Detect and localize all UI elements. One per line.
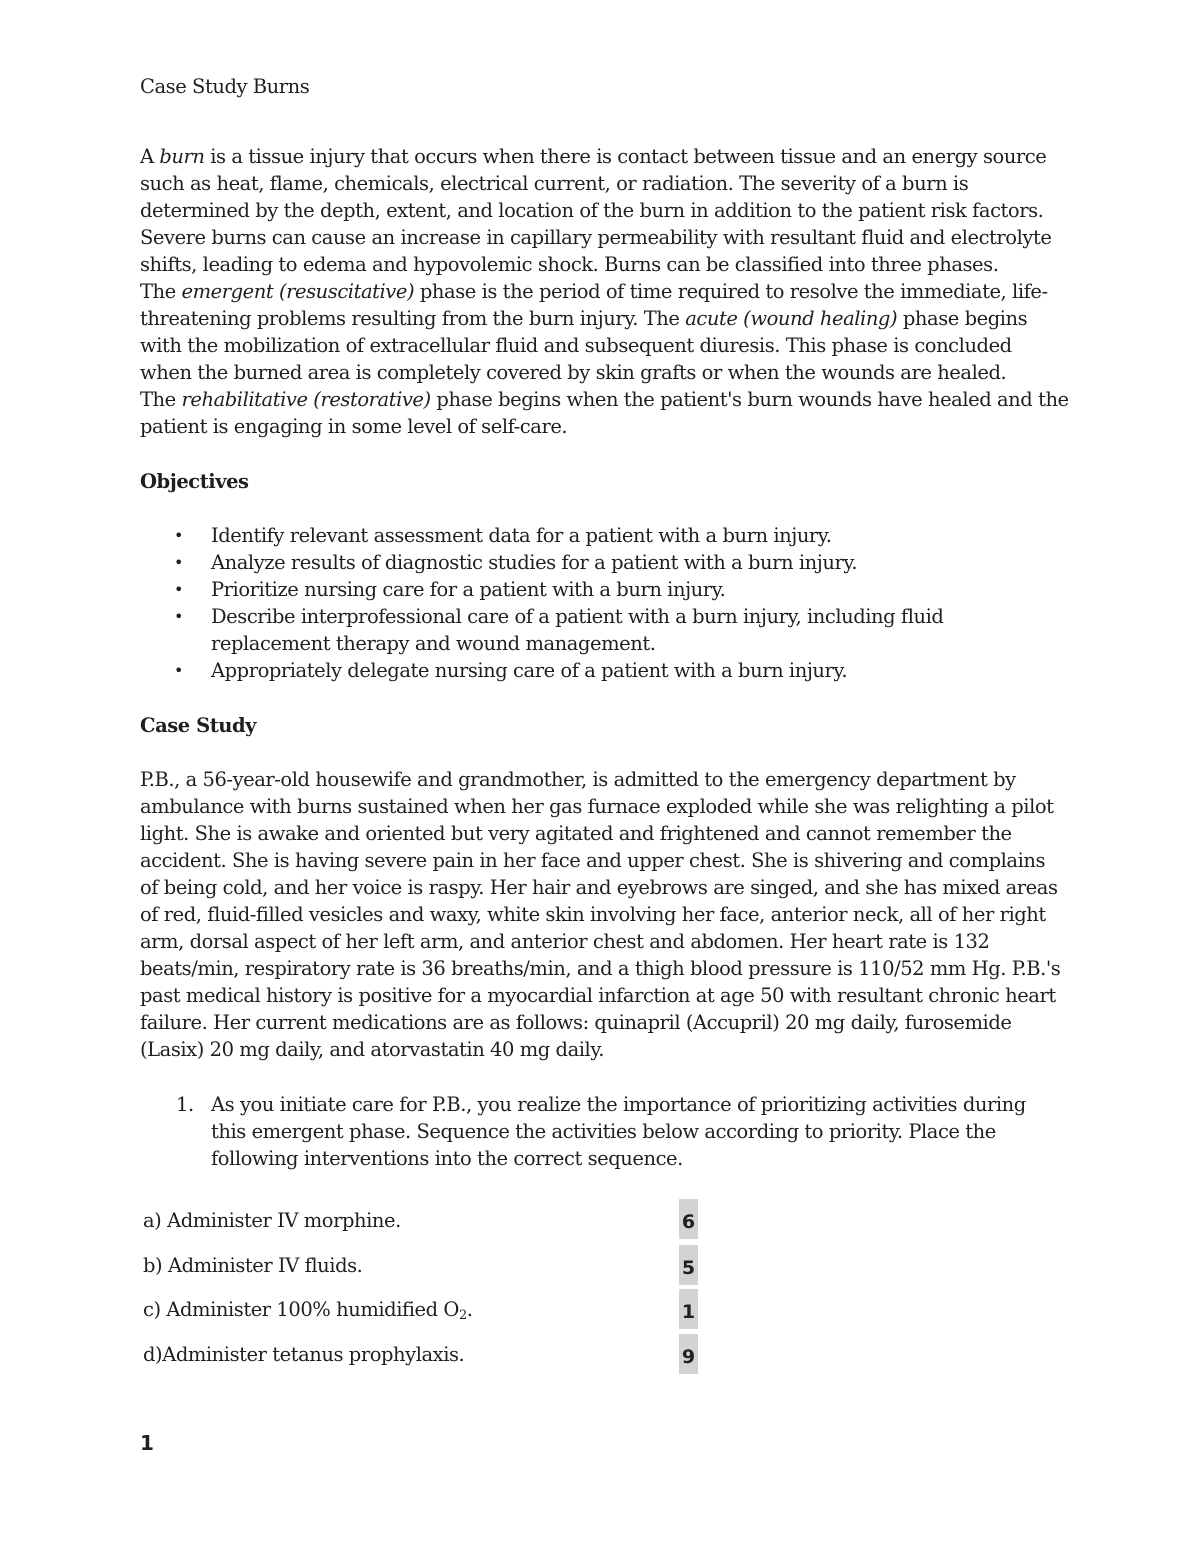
objectives-heading: Objectives [140, 470, 249, 493]
intro-line-11: patient is engaging in some level of self-care. [140, 415, 568, 438]
bullet-icon: • [174, 553, 184, 572]
list-item: Identify relevant assessment data for a patient with a burn injury. [211, 524, 832, 547]
list-item: Appropriately delegate nursing care of a patient with a burn injury. [211, 659, 848, 682]
intro-line-8: with the mobilization of extracellular fluid and subsequent diuresis. This phase is concluded [140, 334, 1012, 357]
bullet-icon: • [174, 661, 184, 680]
intro-line-10: The rehabilitative (restorative) phase begins when the patient's burn wounds have healed and the [140, 388, 1069, 411]
answer-field[interactable]: 5 [679, 1245, 698, 1285]
case-line-7: arm, dorsal aspect of her left arm, and anterior chest and abdomen. Her heart rate is 132 [140, 930, 990, 953]
answer-field[interactable]: 6 [679, 1199, 698, 1239]
page-number: 1 [140, 1431, 154, 1455]
intro-line-6: The emergent (resuscitative) phase is the period of time required to resolve the immediate, life- [140, 280, 1048, 303]
case-line-10: failure. Her current medications are as follows: quinapril (Accupril) 20 mg daily, furosemide [140, 1011, 1012, 1034]
case-line-8: beats/min, respiratory rate is 36 breaths/min, and a thigh blood pressure is 110/52 mm Hg. P.B.'s [140, 957, 1061, 980]
bullet-icon: • [174, 607, 184, 626]
list-item: Prioritize nursing care for a patient with a burn injury. [211, 578, 726, 601]
case-line-4: accident. She is having severe pain in her face and upper chest. She is shivering and complains [140, 849, 1046, 872]
intro-line-2: such as heat, flame, chemicals, electrical current, or radiation. The severity of a burn is [140, 172, 969, 195]
document-title: Case Study Burns [140, 75, 310, 98]
case-line-2: ambulance with burns sustained when her gas furnace exploded while she was relighting a pilot [140, 795, 1054, 818]
question-number: 1. [176, 1093, 194, 1116]
question-line-3: following interventions into the correct sequence. [211, 1147, 683, 1170]
list-item: Describe interprofessional care of a patient with a burn injury, including fluid [211, 605, 944, 628]
question-line-1: As you initiate care for P.B., you realize the importance of prioritizing activities during [211, 1093, 1026, 1116]
case-line-3: light. She is awake and oriented but very agitated and frightened and cannot remember the [140, 822, 1012, 845]
bullet-icon: • [174, 580, 184, 599]
intro-line-7: threatening problems resulting from the burn injury. The acute (wound healing) phase begins [140, 307, 1028, 330]
bullet-icon: • [174, 526, 184, 545]
case-line-9: past medical history is positive for a myocardial infarction at age 50 with resultant chronic heart [140, 984, 1056, 1007]
list-item-continuation: replacement therapy and wound management. [211, 632, 656, 655]
intervention-item: c) Administer 100% humidified O2. [143, 1298, 473, 1323]
answer-field[interactable]: 1 [679, 1289, 698, 1329]
intervention-item: a) Administer IV morphine. [143, 1209, 401, 1232]
list-item: Analyze results of diagnostic studies for a patient with a burn injury. [211, 551, 858, 574]
question-line-2: this emergent phase. Sequence the activities below according to priority. Place the [211, 1120, 996, 1143]
intro-line-9: when the burned area is completely covered by skin grafts or when the wounds are healed. [140, 361, 1007, 384]
intro-line-4: Severe burns can cause an increase in capillary permeability with resultant fluid and electrolyte [140, 226, 1052, 249]
intro-line-5: shifts, leading to edema and hypovolemic shock. Burns can be classified into three phases. [140, 253, 999, 276]
case-line-1: P.B., a 56-year-old housewife and grandmother, is admitted to the emergency department by [140, 768, 1016, 791]
intervention-item: d)Administer tetanus prophylaxis. [143, 1343, 465, 1366]
case-line-6: of red, fluid-filled vesicles and waxy, white skin involving her face, anterior neck, all of her right [140, 903, 1046, 926]
intervention-item: b) Administer IV fluids. [143, 1254, 363, 1277]
case-line-5: of being cold, and her voice is raspy. Her hair and eyebrows are singed, and she has mixed areas [140, 876, 1058, 899]
answer-field[interactable]: 9 [679, 1334, 698, 1374]
intro-line-3: determined by the depth, extent, and location of the burn in addition to the patient risk factors. [140, 199, 1044, 222]
case-study-heading: Case Study [140, 714, 257, 737]
case-line-11: (Lasix) 20 mg daily, and atorvastatin 40 mg daily. [140, 1038, 605, 1061]
intro-line-1: A burn is a tissue injury that occurs when there is contact between tissue and an energy source [140, 145, 1047, 168]
